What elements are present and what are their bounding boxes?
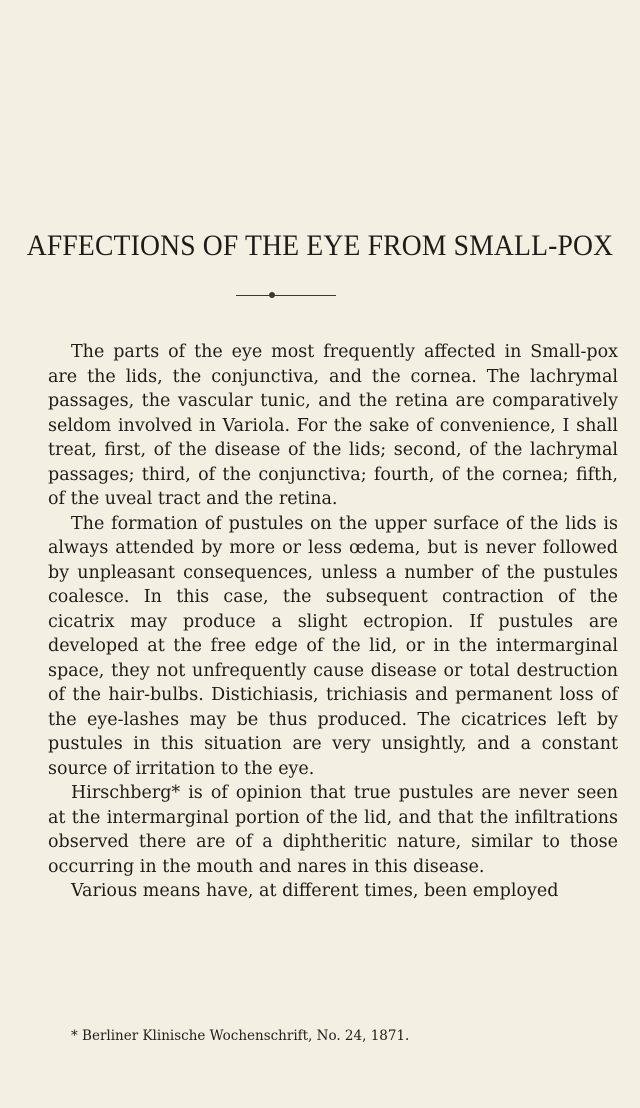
paragraph-2: The formation of pustules on the upper surface of the lids is always attended by more or less œdema, but is never followed by unpleasant consequences, unless a number of the pustules coalesce. In this case, the subsequent contraction of the cicatrix may produce a slight ectropion. If pustules are developed at the free edge of the lid, or in the intermarginal space, they not unfrequently cause disease or total destruction of the hair-bulbs. Distichiasis, trichiasis and permanent loss of the eye-lashes may be thus produced. The cicatrices left by pustules in this situation are very unsightly, and a constant source of irritation to the eye. bbox=[48, 513, 618, 779]
paragraph-4: Various means have, at different times, been employed bbox=[71, 881, 559, 901]
paragraph-1: The parts of the eye most frequently affected in Small-pox are the lids, the conjunctiva, and the cornea. The lachrymal passages, the vascular tunic, and the retina are comparatively seldom involved in Variola. For the sake of convenience, I shall treat, first, of the disease of the lids; second, of the lachrymal passages; third, of the conjunctiva; fourth, of the cornea; fifth, of the uveal tract and the retina. bbox=[48, 342, 618, 509]
paragraph-3: Hirschberg* is of opinion that true pustules are never seen at the intermarginal portion of the lid, and that the infiltrations observed there are of a diphtheritic nature, similar to those occurring in the mouth and nares in this disease. bbox=[48, 783, 618, 877]
footnote: * Berliner Klinische Wochenschrift, No. 24, 1871. bbox=[71, 1028, 410, 1044]
page-title: AFFECTIONS OF THE EYE FROM SMALL-POX bbox=[26, 229, 614, 262]
body-text bbox=[48, 340, 618, 904]
divider-ornament bbox=[269, 292, 275, 298]
title-divider bbox=[236, 295, 336, 296]
